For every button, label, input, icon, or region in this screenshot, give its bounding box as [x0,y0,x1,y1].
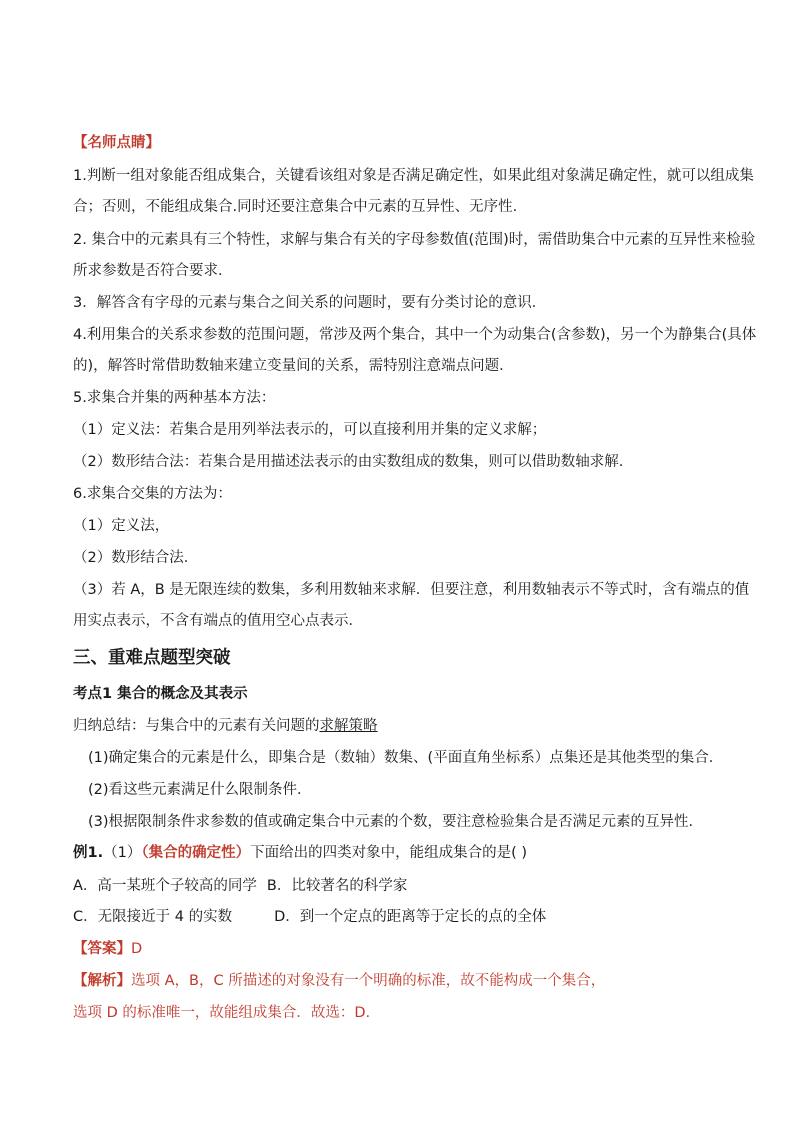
example-number: （1） [103,845,142,861]
tip-2-line-1: 2. 集合中的元素具有三个特性，求解与集合有关的字母参数值(范围)时，需借助集合中元素的互异性来检验 [73,232,756,248]
tip-6: 6.求集合交集的方法为： [73,486,232,502]
analysis-label: 【解析】 [73,973,131,989]
tip-2-line-2: 所求参数是否符合要求． [73,263,233,279]
tips-heading: 【名师点睛】 [73,135,160,151]
section-title: 三、重难点题型突破 [73,648,231,668]
tip-6-1: （1）定义法， [73,518,170,534]
tip-5: 5.求集合并集的两种基本方法： [73,390,276,406]
tip-5-2: （2）数形结合法：若集合是用描述法表示的由实数组成的数集，则可以借助数轴求解. [73,454,624,470]
strategy-1: (1)确定集合的元素是什么，即集合是（数轴）数集、(平面直角坐标系）点集还是其他类型的集合． [88,750,724,766]
answer-line [73,939,723,959]
analysis-text-1: 选项 A，B，C 所描述的对象没有一个明确的标准，故不能构成一个集合， [131,973,606,989]
analysis-line-2: 选项 D 的标准唯一，故能组成集合．故选：D. [73,1005,371,1021]
example-question: 下面给出的四类对象中，能组成集合的是( ) [250,845,528,861]
strategy-2: (2)看这些元素满足什么限制条件． [88,782,312,798]
tip-6-3-line-1: （3）若 A，B 是无限连续的数集，多利用数轴来求解．但要注意，利用数轴表示不等式时，含有端点的值 [73,582,750,598]
example-question-line [73,843,723,863]
answer-value: D [131,941,143,957]
strategy-3: (3)根据限制条件求参数的值或确定集合中元素的个数，要注意检验集合是否满足元素的互异性． [88,814,704,830]
tip-4-line-1: 4.利用集合的关系求参数的范围问题，常涉及两个集合，其中一个为动集合(含参数)，另一个为静集合(具体 [73,327,757,343]
example-label: 例1. [73,845,104,861]
summary-prefix: 归纳总结：与集合中的元素有关问题的 [73,718,320,734]
options-row-1 [73,876,723,896]
tip-6-3-line-2: 用实点表示，不含有端点的值用空心点表示． [73,613,363,629]
option-b: B．比较著名的科学家 [266,878,408,894]
answer-label: 【答案】 [73,941,131,957]
example-tag: （集合的确定性） [141,845,251,861]
summary-line [73,716,723,736]
tip-5-1: （1）定义法：若集合是用列举法表示的，可以直接利用并集的定义求解； [73,422,547,438]
tip-3: 3．解答含有字母的元素与集合之间关系的问题时，要有分类讨论的意识． [73,295,547,311]
analysis-line-1 [73,971,723,991]
option-a: A．高一某班个子较高的同学 [73,878,257,894]
option-c: C．无限接近于 4 的实数 [73,909,233,925]
tip-4-line-2: 的)，解答时常借助数轴来建立变量间的关系，需特别注意端点问题． [73,358,514,374]
options-row-2 [73,907,723,927]
kaodian-title: 考点1 集合的概念及其表示 [73,686,248,702]
tip-6-2: （2）数形结合法． [73,550,199,566]
option-d: D．到一个定点的距离等于定长的点的全体 [274,909,547,925]
summary-link: 求解策略 [319,718,378,734]
tip-1-line-1: 1.判断一组对象能否组成集合，关键看该组对象是否满足确定性，如果此组对象满足确定性，就可以组成集 [73,168,754,184]
tip-1-line-2: 合；否则，不能组成集合.同时还要注意集合中元素的互异性、无序性. [73,199,518,215]
